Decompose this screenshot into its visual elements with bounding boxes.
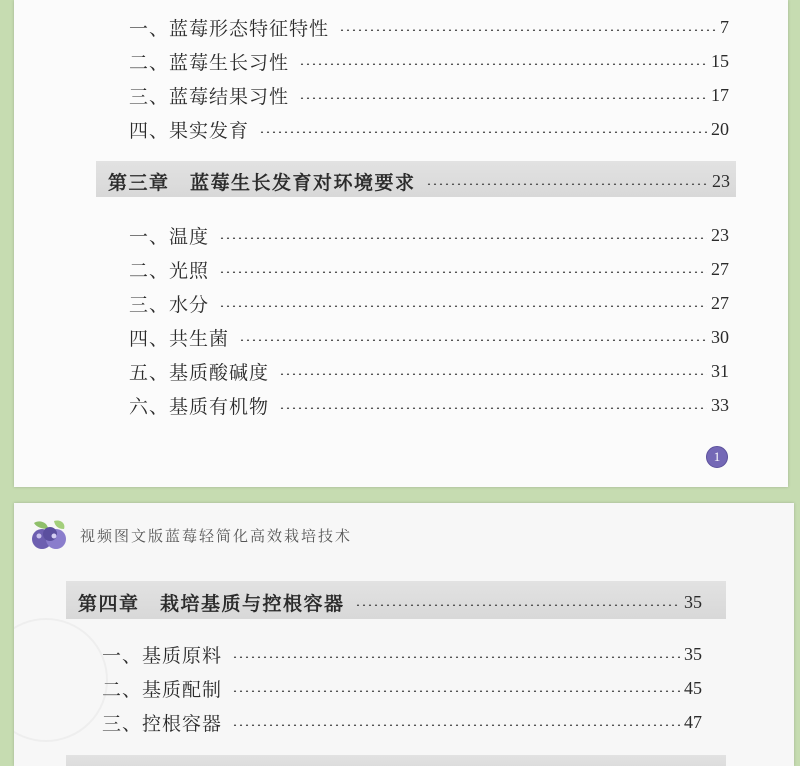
leader-dots (339, 29, 716, 31)
leader-dots (219, 271, 707, 273)
leader-dots (232, 656, 680, 658)
toc-entry-title: 二、蓝莓生长习性 (129, 52, 290, 74)
toc-entry[interactable] (102, 709, 702, 736)
leader-dots (232, 690, 680, 692)
leader-dots (232, 724, 680, 726)
toc-page-2 (14, 503, 794, 766)
toc-entry-title: 三、蓝莓结果习性 (129, 86, 290, 108)
toc-entry-page: 15 (711, 51, 729, 71)
toc-entry[interactable] (129, 82, 729, 109)
toc-entry-page: 33 (711, 395, 729, 415)
toc-entry[interactable] (129, 48, 729, 75)
toc-entry-page: 20 (711, 119, 729, 139)
toc-entry-title: 六、基质有机物 (129, 396, 270, 418)
chapter-page: 35 (684, 592, 702, 612)
toc-entry-page: 23 (711, 225, 729, 245)
toc-entry[interactable] (129, 116, 729, 143)
leader-dots (219, 305, 707, 307)
toc-entry[interactable] (129, 392, 729, 419)
toc-entry-title: 二、光照 (129, 260, 210, 282)
chapter-band-next (66, 755, 726, 766)
leader-dots (299, 63, 707, 65)
leader-dots (239, 339, 707, 341)
toc-entry-title: 五、基质酸碱度 (129, 362, 270, 384)
blueberry-logo-icon (28, 517, 72, 553)
page-number-badge: 1 (706, 446, 728, 468)
chapter-title: 第四章 栽培基质与控根容器 (78, 593, 345, 615)
leader-dots (299, 97, 707, 99)
toc-entry-title: 二、基质配制 (102, 679, 223, 701)
toc-entry-page: 30 (711, 327, 729, 347)
leader-dots (219, 237, 707, 239)
toc-entry-page: 7 (720, 17, 729, 37)
chapter-title: 第三章 蓝莓生长发育对环境要求 (108, 172, 416, 194)
toc-entry-page: 35 (684, 644, 702, 664)
toc-entry-page: 45 (684, 678, 702, 698)
toc-entry[interactable] (129, 324, 729, 351)
toc-entry[interactable] (102, 675, 702, 702)
toc-entry-title: 四、果实发育 (129, 120, 250, 142)
chapter-heading[interactable] (78, 589, 702, 616)
book-title: 视频图文版蓝莓轻简化高效栽培技术 (80, 526, 353, 545)
leader-dots (279, 373, 707, 375)
toc-entry[interactable] (129, 222, 729, 249)
toc-entry-title: 三、水分 (129, 294, 210, 316)
toc-entry-title: 一、蓝莓形态特征特性 (129, 18, 330, 40)
toc-page-1 (14, 0, 788, 487)
toc-entry-title: 一、温度 (129, 226, 210, 248)
toc-entry-title: 四、共生菌 (129, 328, 230, 350)
leader-dots (259, 131, 707, 133)
toc-entry-page: 31 (711, 361, 729, 381)
leader-dots (426, 183, 708, 185)
toc-entry[interactable] (129, 290, 729, 317)
leader-dots (355, 604, 680, 606)
toc-entry-page: 17 (711, 85, 729, 105)
toc-entry-title: 三、控根容器 (102, 713, 223, 735)
toc-entry[interactable] (129, 256, 729, 283)
toc-entry-page: 27 (711, 259, 729, 279)
running-header (28, 517, 352, 553)
watermark-circle (14, 618, 108, 742)
toc-entry[interactable] (102, 641, 702, 668)
toc-entry[interactable] (129, 14, 729, 41)
chapter-heading[interactable] (108, 168, 730, 195)
leader-dots (279, 407, 707, 409)
toc-entry-page: 27 (711, 293, 729, 313)
chapter-page: 23 (712, 171, 730, 191)
toc-entry[interactable] (129, 358, 729, 385)
toc-entry-page: 47 (684, 712, 702, 732)
toc-entry-title: 一、基质原料 (102, 645, 223, 667)
